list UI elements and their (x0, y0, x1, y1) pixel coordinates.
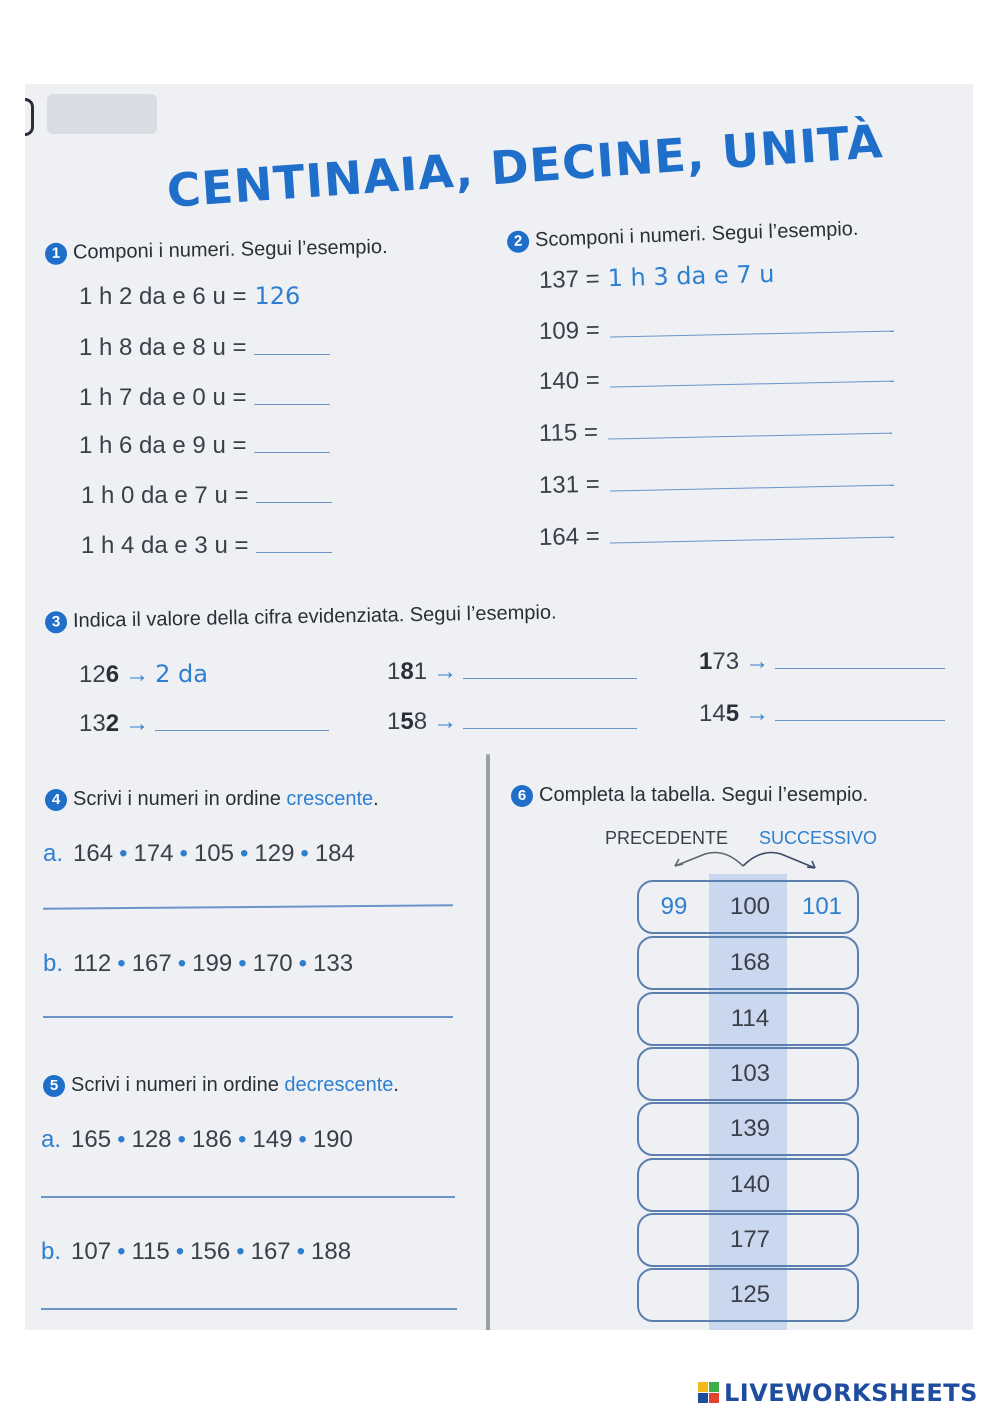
ex3-answer-line[interactable] (155, 729, 329, 731)
ex2-answer-line[interactable] (610, 536, 894, 544)
cell-precedente[interactable] (639, 1215, 709, 1265)
ex1-row (79, 384, 330, 412)
cell-precedente[interactable] (639, 994, 709, 1044)
ex5-b-numbers: b. 107 • 115 • 156 • 167 • 188 (41, 1238, 352, 1265)
ex3-item (79, 710, 329, 738)
cell-precedente[interactable] (639, 938, 709, 988)
bullet-separator: • (175, 1238, 185, 1265)
worksheet-page (25, 84, 973, 1330)
sequence-number: 105 (193, 840, 234, 867)
arrow-right-icon: → (125, 661, 150, 688)
arrow-right-icon: → (433, 658, 458, 685)
ex2-number: 109 = (538, 316, 600, 345)
ex2-instruction: 2 Scomponi i numeri. Segui l’esempio. (507, 218, 859, 253)
bullet-separator: • (237, 1126, 247, 1153)
ex4-b-numbers: b. 112 • 167 • 199 • 170 • 133 (43, 950, 354, 977)
cell-successivo: 101 (801, 893, 843, 920)
ex1-number-badge: 1 (45, 242, 67, 264)
arrow-right-icon: → (745, 648, 770, 675)
sequence-number: 107 (71, 1238, 112, 1265)
cell-number: 139 (729, 1115, 771, 1142)
ex3-digit-post: 73 (712, 648, 740, 675)
cell-successivo[interactable] (789, 1270, 855, 1320)
cell-successivo[interactable] (789, 1215, 855, 1265)
ex2-row (539, 517, 894, 552)
ex5-number-badge: 5 (43, 1075, 65, 1097)
cell-number: 125 (729, 1281, 771, 1308)
bullet-separator: • (238, 950, 247, 977)
bullet-separator: • (117, 950, 126, 977)
ex3-instruction: 3 Indica il valore della cifra evidenziata. Segui l’esempio. (45, 602, 557, 634)
table-row (637, 880, 859, 934)
ex3-item (387, 658, 637, 686)
cell-number: 177 (729, 1226, 771, 1253)
ex1-answer-line[interactable] (254, 451, 330, 453)
table-row (637, 1047, 859, 1101)
ex3-highlighted-digit: 1 (699, 648, 713, 675)
cell-precedente: 99 (660, 893, 688, 920)
page-title: CENTINAIA, DECINE, UNITÀ (165, 114, 885, 218)
liveworksheets-logo (698, 1378, 978, 1408)
sequence-number: 133 (313, 950, 354, 977)
ex3-answer-line[interactable] (463, 677, 637, 679)
bullet-separator: • (298, 1126, 307, 1153)
bullet-separator: • (300, 840, 309, 867)
ex6-instruction: 6 Completa la tabella. Segui l’esempio. (511, 784, 868, 807)
cell-successivo[interactable] (789, 1104, 855, 1154)
ex1-expression: 1 h 8 da e 8 u = (79, 334, 247, 361)
ex3-number-badge: 3 (45, 611, 67, 633)
ex5-a-answer-line[interactable] (41, 1196, 455, 1198)
ex3-item (699, 700, 945, 728)
cell-number: 103 (729, 1060, 771, 1087)
cell-precedente[interactable] (639, 1104, 709, 1154)
bullet-separator: • (236, 1238, 245, 1265)
ex1-expression: 1 h 7 da e 0 u = (79, 384, 247, 411)
cell-number: 114 (730, 1005, 770, 1032)
ex1-row (81, 532, 332, 560)
ex3-digit-pre: 12 (79, 661, 106, 688)
ex2-number: 164 = (538, 522, 600, 551)
ex2-row (539, 260, 775, 295)
ex3-answer-line[interactable] (775, 667, 945, 669)
ex3-item (699, 648, 945, 676)
bullet-separator: • (117, 1126, 126, 1153)
arrow-right-icon: → (125, 710, 150, 737)
ex4-a-numbers: a. 164 • 174 • 105 • 129 • 184 (43, 840, 355, 867)
ex1-instruction: 1 Componi i numeri. Segui l’esempio. (45, 236, 388, 265)
ex4-instruction: 4 Scrivi i numeri in ordine crescente. (45, 788, 379, 811)
sequence-number: 164 (73, 840, 114, 867)
ex2-number: 115 = (538, 418, 599, 447)
bullet-separator: • (239, 840, 249, 867)
cell-successivo[interactable] (789, 1160, 855, 1210)
sequence-number: 186 (191, 1126, 232, 1153)
sequence-number: 129 (254, 840, 295, 867)
sequence-number: 199 (192, 950, 233, 977)
ex2-answer-line[interactable] (610, 380, 894, 388)
sequence-number: 188 (311, 1238, 352, 1265)
sequence-number: 174 (133, 840, 174, 867)
bullet-separator: • (119, 840, 128, 867)
ex2-number: 137 = (538, 265, 601, 294)
ex5-instruction: 5 Scrivi i numeri in ordine decrescente. (43, 1074, 399, 1097)
sequence-number: 170 (252, 950, 293, 977)
table-row (637, 992, 859, 1046)
arrow-right-icon: → (433, 708, 458, 735)
ex3-digit-pre: 1 (387, 708, 401, 735)
header-tab (47, 94, 157, 134)
ex2-answer-line[interactable] (610, 330, 894, 338)
cell-number: 168 (729, 949, 771, 976)
ex1-answer-line[interactable] (254, 403, 330, 405)
cell-successivo[interactable] (789, 994, 855, 1044)
ex2-row (539, 465, 894, 500)
table-row (637, 936, 859, 990)
cell-precedente[interactable] (639, 1270, 709, 1320)
ex3-digit-post: 1 (413, 658, 428, 685)
sequence-number: 128 (131, 1126, 172, 1153)
ex2-number-badge: 2 (507, 230, 530, 253)
cell-successivo[interactable] (789, 938, 855, 988)
bullet-separator: • (179, 840, 188, 867)
bullet-separator: • (177, 1126, 186, 1153)
ex1-expression: 1 h 0 da e 7 u = (81, 482, 249, 509)
bullet-separator: • (296, 1238, 306, 1265)
ex3-answer-line[interactable] (775, 719, 945, 721)
ex5-b-answer-line[interactable] (41, 1308, 457, 1310)
ex1-answer-line[interactable] (254, 353, 330, 355)
ex1-answer-line[interactable] (256, 501, 332, 503)
ex3-highlighted-digit: 2 (105, 710, 120, 737)
ex1-expression: 1 h 2 da e 6 u = (79, 283, 247, 310)
ex1-expression: 1 h 6 da e 9 u = (79, 432, 247, 459)
ex1-example-answer: 126 (254, 282, 301, 310)
ex3-digit-pre: 14 (699, 700, 726, 727)
ex4-number-badge: 4 (45, 789, 67, 811)
ex1-row (79, 334, 330, 362)
ex3-digit-pre: 13 (79, 710, 106, 737)
liveworksheets-logo-icon (698, 1382, 720, 1404)
ex1-row (81, 482, 332, 510)
sequence-number: 165 (71, 1126, 112, 1153)
ex2-row (539, 413, 892, 448)
ex3-highlighted-digit: 8 (400, 658, 414, 685)
ex1-answer-line[interactable] (256, 551, 332, 553)
sequence-number: 167 (131, 950, 172, 977)
ex6-number-badge: 6 (511, 785, 533, 807)
ex3-digit-post: 8 (413, 708, 428, 735)
label-successivo: SUCCESSIVO (759, 828, 878, 848)
table-row (637, 1213, 859, 1267)
page-edge-mark (25, 98, 34, 136)
ex2-number: 140 = (538, 366, 600, 395)
ex3-highlighted-digit: 5 (725, 700, 740, 727)
ex2-answer-line[interactable] (608, 432, 892, 440)
sequence-number: 184 (314, 840, 355, 867)
ex2-answer-line[interactable] (610, 484, 894, 492)
cell-precedente[interactable] (639, 1049, 709, 1099)
cell-number: 100 (729, 893, 771, 920)
sequence-number: 112 (73, 950, 112, 977)
ex1-row (79, 432, 330, 460)
ex4-a-answer-line[interactable] (43, 904, 453, 909)
ex2-row (539, 361, 894, 396)
cell-number: 140 (729, 1171, 771, 1198)
ex2-row (539, 311, 894, 346)
ex3-highlighted-digit: 6 (105, 661, 120, 688)
ex3-item (79, 660, 208, 689)
ex1-row (79, 282, 300, 311)
cell-precedente[interactable] (639, 1160, 709, 1210)
column-divider (486, 754, 490, 1330)
bullet-separator: • (298, 950, 308, 977)
sequence-number: 156 (190, 1238, 231, 1265)
sequence-number: 115 (131, 1238, 170, 1265)
ex4-b-answer-line[interactable] (43, 1016, 453, 1018)
bullet-separator: • (117, 1238, 126, 1265)
table-row (637, 1158, 859, 1212)
ex3-highlighted-digit: 5 (400, 708, 414, 735)
arrow-right-icon: → (745, 700, 770, 727)
ex3-example-answer: 2 da (155, 660, 208, 688)
sequence-number: 149 (252, 1126, 293, 1153)
label-precedente: PRECEDENTE (605, 828, 729, 848)
ex3-answer-line[interactable] (463, 727, 637, 729)
table-row (637, 1102, 859, 1156)
ex1-expression: 1 h 4 da e 3 u = (81, 532, 249, 559)
ex3-digit-pre: 1 (387, 658, 401, 685)
table-row (637, 1268, 859, 1322)
sequence-number: 167 (250, 1238, 291, 1265)
ex3-item (387, 708, 637, 736)
sequence-number: 190 (312, 1126, 353, 1153)
ex2-example-answer: 1 h 3 da e 7 u (607, 259, 775, 293)
ex5-a-numbers: a. 165 • 128 • 186 • 149 • 190 (41, 1126, 353, 1153)
liveworksheets-logo-text: LIVEWORKSHEETS (724, 1379, 978, 1407)
cell-successivo[interactable] (789, 1049, 855, 1099)
ex2-number: 131 = (538, 470, 600, 499)
bullet-separator: • (177, 950, 187, 977)
